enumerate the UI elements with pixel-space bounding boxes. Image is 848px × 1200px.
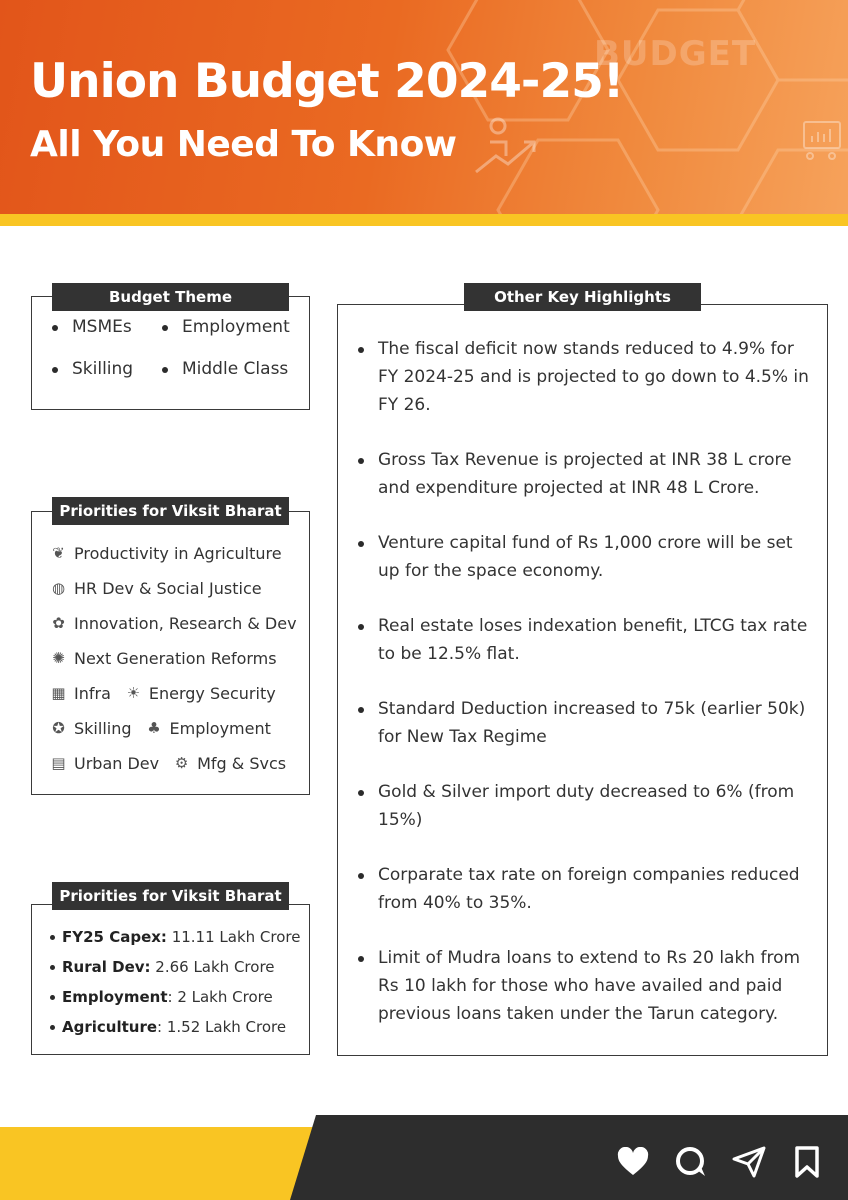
highlights-box — [337, 304, 828, 1056]
highlight-item: Venture capital fund of Rs 1,000 crore will be set up for the space economy. — [356, 529, 816, 585]
allocation-item — [50, 957, 322, 987]
highlight-item: Gold & Silver import duty decreased to 6% (from 15%) — [356, 778, 816, 834]
allocations-box — [31, 904, 310, 1055]
globe-hands-icon: ◍ — [51, 579, 66, 597]
people-icon: ♣ — [147, 719, 161, 737]
allocation-value: 11.11 Lakh Crore — [166, 928, 301, 946]
priority-row — [50, 746, 310, 781]
priorities-list — [50, 536, 310, 781]
allocation-label: Rural Dev: — [62, 958, 151, 976]
budget-watermark: BUDGET — [594, 34, 757, 74]
comment-icon[interactable] — [674, 1145, 708, 1179]
allocation-label: Agriculture — [62, 1018, 158, 1036]
priority-label: Employment — [169, 719, 271, 738]
agriculture-icon: ❦ — [52, 544, 65, 562]
theme-item: Middle Class — [160, 359, 300, 380]
highlight-item: Gross Tax Revenue is projected at INR 38 L crore and expenditure projected at INR 48 L Crore. — [356, 446, 816, 502]
theme-item: MSMEs — [50, 317, 160, 338]
priority-label: Mfg & Svcs — [197, 754, 287, 773]
priority-label: Productivity in Agriculture — [74, 544, 282, 563]
highlight-item: The fiscal deficit now stands reduced to 4.9% for FY 2024-25 and is projected to go down to 4.5% in FY 26. — [356, 335, 816, 419]
highlight-item: Corparate tax rate on foreign companies reduced from 40% to 35%. — [356, 861, 816, 917]
head-gear-icon: ✪ — [52, 719, 65, 737]
priorities-heading: Priorities for Viksit Bharat — [52, 497, 289, 525]
theme-item: Employment — [160, 317, 300, 338]
priority-row — [50, 711, 310, 746]
priorities-box — [31, 511, 310, 795]
allocation-label: Employment — [62, 988, 168, 1006]
allocation-label: FY25 Capex: — [62, 928, 167, 946]
allocation-value: : 1.52 Lakh Crore — [157, 1018, 287, 1036]
priority-label: Innovation, Research & Dev — [74, 614, 297, 633]
allocation-item — [50, 987, 322, 1017]
highlight-item: Limit of Mudra loans to extend to Rs 20 lakh from Rs 10 lakh for those who have availed and paid previous loans taken under the Tarun category. — [356, 944, 816, 1028]
sparkle-icon: ✺ — [52, 649, 65, 667]
allocations-list — [50, 927, 322, 1047]
allocation-value: : 2 Lakh Crore — [167, 988, 273, 1006]
budget-theme-heading: Budget Theme — [52, 283, 289, 311]
energy-bulb-icon: ☀ — [126, 684, 141, 702]
page-title: Union Budget 2024-25! — [30, 54, 624, 109]
brain-gear-icon: ✿ — [52, 614, 65, 632]
header-banner — [0, 0, 848, 214]
social-actions — [616, 1145, 824, 1179]
building-icon: ▦ — [51, 684, 66, 702]
allocation-value: 2.66 Lakh Crore — [150, 958, 275, 976]
allocations-heading: Priorities for Viksit Bharat — [52, 882, 289, 910]
chart-board-icon — [800, 118, 844, 162]
page-subtitle: All You Need To Know — [30, 124, 457, 165]
priority-label: Next Generation Reforms — [74, 649, 277, 668]
share-icon[interactable] — [732, 1145, 766, 1179]
priority-row — [50, 571, 310, 606]
highlight-item: Standard Deduction increased to 75k (earlier 50k) for New Tax Regime — [356, 695, 816, 751]
priority-label: HR Dev & Social Justice — [74, 579, 262, 598]
highlights-list — [356, 335, 816, 1028]
priority-label: Energy Security — [148, 684, 276, 703]
priority-row — [50, 536, 310, 571]
budget-theme-box — [31, 296, 310, 410]
budget-theme-list — [50, 317, 310, 380]
priority-row — [50, 606, 310, 641]
allocation-item — [50, 927, 322, 957]
priority-label: Urban Dev — [74, 754, 160, 773]
priority-label: Infra — [74, 684, 111, 703]
growth-arrow-icon — [468, 112, 544, 182]
city-icon: ▤ — [51, 754, 66, 772]
highlight-item: Real estate loses indexation benefit, LTCG tax rate to be 12.5% flat. — [356, 612, 816, 668]
heart-icon[interactable] — [616, 1145, 650, 1179]
header-accent-bar — [0, 214, 848, 226]
theme-item: Skilling — [50, 359, 160, 380]
highlights-heading: Other Key Highlights — [464, 283, 701, 311]
allocation-item — [50, 1017, 322, 1047]
priority-row — [50, 676, 310, 711]
bookmark-icon[interactable] — [790, 1145, 824, 1179]
robot-arm-icon: ⚙ — [174, 754, 189, 772]
priority-row — [50, 641, 310, 676]
priority-label: Skilling — [74, 719, 132, 738]
